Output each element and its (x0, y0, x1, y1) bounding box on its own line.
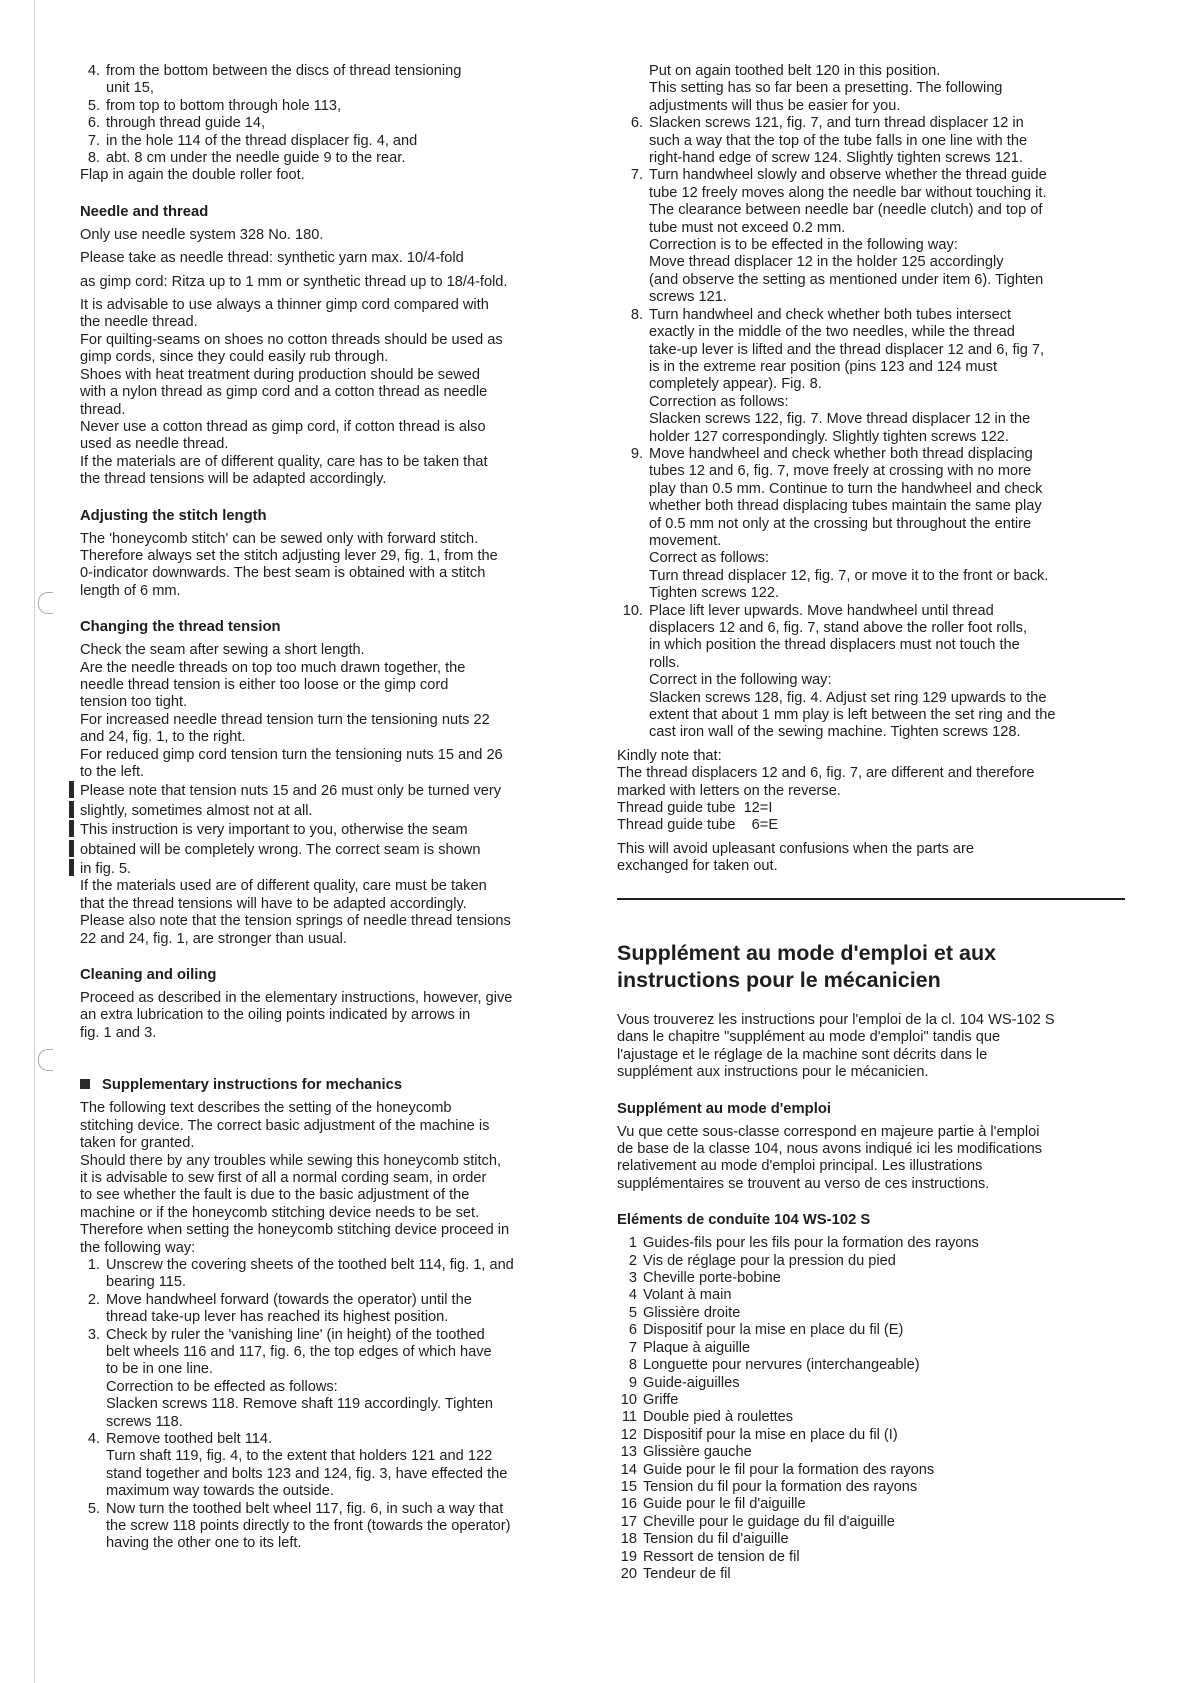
item-number: 8. (87, 150, 100, 167)
list-item: Correction to be effected as follows: (106, 1378, 338, 1395)
list-item: Correct as follows: (649, 550, 770, 567)
list-item: holder 127 correspondingly. Slightly tighten screws 122. (649, 428, 1009, 445)
list-item: 13 Glissière gauche (617, 1444, 1127, 1461)
list-item: The clearance between needle bar (needle clutch) and top of (649, 202, 1043, 219)
list-item: 3 Cheville porte-bobine (617, 1270, 1127, 1287)
text-line-marked: in fig. 5. (80, 859, 600, 878)
item-number: 7 (628, 1339, 637, 1356)
list-item: of 0.5 mm not only at the crossing but throughout the entire (649, 515, 1032, 532)
kindly-note-paragraph (617, 748, 1127, 835)
item-number: 14 (620, 1461, 637, 1478)
list-item: Move thread displacer 12 in the holder 125 accordingly (649, 254, 1004, 271)
list-item: displacers 12 and 6, fig. 7, stand above the roller foot rolls, (649, 620, 1028, 636)
list-item: Correction is to be effected in the following way: (649, 237, 958, 254)
list-item: Slacken screws 118. Remove shaft 119 accordingly. Tighten (106, 1396, 493, 1413)
text-line-marked: This instruction is very important to you, otherwise the seam (80, 820, 600, 839)
list-item: thread take-up lever has reached its highest position. (106, 1309, 449, 1326)
list-item: 3. Check by ruler the 'vanishing line' (in height) of the toothed (80, 1327, 600, 1344)
item-number: 17 (620, 1513, 637, 1530)
list-item: 7. in the hole 114 of the thread displacer fig. 4, and (80, 133, 600, 150)
text-line: Should there by any troubles while sewing this honeycomb stitch, (80, 1152, 502, 1169)
item-number: 2. (87, 1291, 100, 1308)
text-line: machine or if the honeycomb stitching device needs to be set. (80, 1204, 480, 1221)
text-line: Shoes with heat treatment during production should be sewed (80, 366, 480, 383)
list-item: 5. Now turn the toothed belt wheel 117, fig. 6, in such a way that (80, 1501, 600, 1518)
punch-hole-mark (38, 1049, 53, 1071)
text-line: It is advisable to use always a thinner gimp cord compared with (80, 297, 489, 314)
list-item: 14 Guide pour le fil pour la formation des rayons (617, 1462, 1127, 1479)
text-line: l'ajustage et le réglage de la machine sont décrits dans le (617, 1046, 988, 1063)
list-item: extent that about 1 mm play is left between the set ring and the (649, 707, 1056, 724)
item-number: 5 (628, 1304, 637, 1321)
item-number: 1. (87, 1256, 100, 1273)
item-number: 6. (87, 115, 100, 132)
text-line: gimp cords, since they could easily rub through. (80, 349, 389, 366)
item-number: 9 (628, 1374, 637, 1391)
flap-line: Flap in again the double roller foot. (80, 167, 305, 184)
item-number: 6 (628, 1322, 637, 1339)
list-item: 4. Remove toothed belt 114. (80, 1431, 600, 1448)
item-number: 1 (628, 1235, 637, 1252)
french-intro-paragraph (617, 1012, 1127, 1082)
item-number: 5. (87, 97, 100, 114)
item-number: 4. (87, 63, 100, 79)
list-item: Turn shaft 119, fig. 4, to the extent that holders 121 and 122 (106, 1448, 493, 1465)
mechanics-steps-continued (617, 63, 1127, 742)
list-item: rolls. (649, 654, 680, 671)
text-line: Vu que cette sous-classe correspond en majeure partie à l'emploi (617, 1123, 1040, 1140)
text-line: 0-indicator downwards. The best seam is obtained with a stitch (80, 565, 486, 582)
text-line: Thread guide tube 6=E (617, 817, 779, 834)
item-number: 15 (620, 1478, 637, 1495)
list-item: Correction as follows: (649, 393, 789, 410)
item-number: 10 (620, 1391, 637, 1408)
text-line: 22 and 24, fig. 1, are stronger than usual. (80, 930, 347, 947)
text-line: thread. (80, 401, 126, 418)
list-item: Slacken screws 128, fig. 4. Adjust set ring 129 upwards to the (649, 689, 1047, 706)
list-item: (and observe the setting as mentioned under item 6). Tighten (649, 271, 1044, 288)
text-line-marked: Please note that tension nuts 15 and 26 must only be turned very (80, 781, 600, 800)
text-line: Please also note that the tension springs of needle thread tensions (80, 913, 511, 930)
list-item: 9 Guide-aiguilles (617, 1375, 1127, 1392)
item-number: 4 (628, 1287, 637, 1304)
stitch-length-paragraph (80, 531, 600, 601)
text-line: For increased needle thread tension turn the tensioning nuts 22 (80, 711, 490, 728)
text-line: fig. 1 and 3. (80, 1024, 157, 1041)
list-item: bearing 115. (106, 1274, 187, 1291)
mechanics-heading: Supplementary instructions for mechanics (80, 1076, 600, 1094)
text-line: Thread guide tube 12=I (617, 800, 773, 817)
list-item: 10 Griffe (617, 1392, 1127, 1409)
gimp-cord-text: as gimp cord: Ritza up to 1 mm or synthetic thread up to 18/4-fold. (80, 273, 508, 290)
item-number: 4. (87, 1431, 100, 1447)
text-line: to see whether the fault is due to the basic adjustment of the (80, 1187, 470, 1204)
french-elements-list (617, 1235, 1127, 1583)
item-number: 8. (630, 306, 643, 323)
text-line: to the left. (80, 764, 145, 780)
list-item: in which position the thread displacers must not touch the (649, 637, 1020, 654)
item-number: 6. (630, 115, 643, 132)
cleaning-oiling-paragraph (80, 990, 600, 1042)
list-item: unit 15, (106, 80, 154, 97)
list-item: 2. Move handwheel forward (towards the operator) until the (80, 1292, 600, 1309)
list-item: 8. Turn handwheel and check whether both tubes intersect (617, 307, 1127, 324)
list-item: 16 Guide pour le fil d'aiguille (617, 1496, 1127, 1513)
text-line: Proceed as described in the elementary instructions, however, give (80, 990, 513, 1007)
item-number: 18 (620, 1531, 637, 1548)
list-item: play than 0.5 mm. Continue to turn the handwheel and check (649, 480, 1043, 497)
list-item: cast iron wall of the sewing machine. Tighten screws 128. (649, 724, 1021, 741)
item-number: 9. (630, 445, 643, 462)
item-number: 7. (87, 132, 100, 149)
text-line: supplémentaires se trouvent au verso de ces instructions. (617, 1175, 990, 1192)
text-line: the following way: (80, 1239, 196, 1256)
text-line: Never use a cotton thread as gimp cord, if cotton thread is also (80, 418, 486, 435)
text-line: taken for granted. (80, 1135, 195, 1152)
thread-tension-heading: Changing the thread tension (80, 619, 281, 636)
list-item: 10. Place lift lever upwards. Move handwheel until thread (617, 603, 1127, 620)
list-item: completely appear). Fig. 8. (649, 376, 822, 393)
list-item: Tighten screws 122. (649, 585, 780, 602)
list-item: This setting has so far been a presetting. The following (649, 80, 1003, 97)
margin-marker-bar (69, 820, 74, 837)
list-item: 11 Double pied à roulettes (617, 1409, 1127, 1426)
thread-tension-paragraph-2 (80, 878, 600, 948)
text-line: This will avoid upleasant confusions when the parts are (617, 840, 974, 857)
left-column (80, 63, 600, 1553)
item-number: 19 (620, 1548, 637, 1565)
list-item: 4. from the bottom between the discs of thread tensioning (80, 63, 600, 80)
list-item: tube 12 freely moves along the needle bar without touching it. (649, 184, 1047, 201)
list-item: 5. from top to bottom through hole 113, (80, 98, 600, 115)
section-divider (617, 898, 1125, 900)
list-item: 8. abt. 8 cm under the needle guide 9 to the rear. (80, 150, 600, 167)
thread-tension-paragraph (80, 642, 600, 781)
french-sub-paragraph (617, 1124, 1127, 1194)
list-item: 1 Guides-fils pour les fils pour la formation des rayons (617, 1235, 1127, 1252)
margin-marker-bar (69, 801, 74, 818)
text-line: Are the needle threads on top too much drawn together, the (80, 659, 466, 676)
list-item: 6. through thread guide 14, (80, 115, 600, 132)
cleaning-oiling-heading: Cleaning and oiling (80, 967, 217, 984)
needle-thread-text: Please take as needle thread: synthetic yarn max. 10/4-fold (80, 250, 464, 267)
text-line: with a nylon thread as gimp cord and a cotton thread as needle (80, 384, 488, 401)
item-number: 7. (630, 167, 643, 184)
text-line: length of 6 mm. (80, 582, 181, 599)
text-line: Therefore always set the stitch adjusting lever 29, fig. 1, from the (80, 547, 498, 564)
text-line: relativement au mode d'emploi principal. Les illustrations (617, 1158, 983, 1175)
item-number: 2 (628, 1252, 637, 1269)
text-line-marked: slightly, sometimes almost not at all. (80, 801, 600, 820)
list-item: maximum way towards the outside. (106, 1483, 334, 1500)
text-line: stitching device. The correct basic adjustment of the machine is (80, 1117, 490, 1134)
list-item: right-hand edge of screw 124. Slightly tighten screws 121. (649, 150, 1023, 167)
margin-marker-bar (69, 840, 74, 857)
list-item: 12 Dispositif pour la mise en place du fil (I) (617, 1427, 1127, 1444)
list-item: take-up lever is lifted and the thread displacer 12 and 6, fig 7, (649, 341, 1045, 358)
item-number: 13 (620, 1444, 637, 1461)
text-line: For quilting-seams on shoes no cotton threads should be used as (80, 331, 503, 348)
list-item: adjustments will thus be easier for you. (649, 97, 901, 114)
text-line: Check the seam after sewing a short length. (80, 642, 365, 659)
item-number: 8 (628, 1357, 637, 1374)
text-line: needle thread tension is either too loose or the gimp cord (80, 676, 449, 693)
text-line: Vous trouverez les instructions pour l'emploi de la cl. 104 WS-102 S (617, 1012, 1055, 1028)
list-item: 18 Tension du fil d'aiguille (617, 1531, 1127, 1548)
square-bullet-icon (80, 1079, 90, 1089)
item-number: 10. (622, 602, 643, 619)
list-item: 19 Ressort de tension de fil (617, 1549, 1127, 1566)
list-item: 8 Longuette pour nervures (interchangeable) (617, 1357, 1127, 1374)
text-line: de base de la classe 104, nous avons indiqué ici les modifications (617, 1141, 1043, 1158)
text-line: an extra lubrication to the oiling points indicated by arrows in (80, 1007, 471, 1024)
needle-thread-heading: Needle and thread (80, 203, 209, 220)
list-item: Put on again toothed belt 120 in this position. (649, 63, 941, 79)
item-number: 16 (620, 1496, 637, 1513)
list-item: screws 118. (106, 1413, 183, 1430)
item-number: 20 (620, 1565, 637, 1582)
list-item: 4 Volant à main (617, 1287, 1127, 1304)
text-line: supplément aux instructions pour le mécanicien. (617, 1064, 929, 1081)
text-line: and 24, fig. 1, to the right. (80, 729, 246, 746)
list-item: screws 121. (649, 289, 727, 306)
list-item: is in the extreme rear position (pins 123 and 124 must (649, 358, 998, 375)
text-line: marked with letters on the reverse. (617, 782, 841, 799)
important-note-marked (80, 781, 600, 878)
item-number: 3 (628, 1270, 637, 1287)
list-item: 6 Dispositif pour la mise en place du fil (E) (617, 1322, 1127, 1339)
item-number: 11 (621, 1409, 637, 1426)
list-item: Slacken screws 122, fig. 7. Move thread displacer 12 in the (649, 411, 1031, 428)
text-line: For reduced gimp cord tension turn the tensioning nuts 15 and 26 (80, 746, 503, 763)
scan-edge-line (34, 0, 35, 1683)
list-item: stand together and bolts 123 and 124, fig. 3, have effected the (106, 1465, 508, 1482)
list-item: tubes 12 and 6, fig. 7, move freely at crossing with no more (649, 463, 1032, 480)
text-line-marked: obtained will be completely wrong. The correct seam is shown (80, 840, 600, 859)
punch-hole-mark (38, 592, 53, 614)
list-item: to be in one line. (106, 1361, 214, 1378)
french-title: Supplément au mode d'emploi et aux instructions pour le mécanicien (617, 941, 997, 992)
text-line: that the thread tensions will have to be adapted accordingly. (80, 895, 467, 912)
avoid-confusion-paragraph (617, 841, 1127, 876)
french-sub-heading: Supplément au mode d'emploi (617, 1100, 831, 1117)
french-elements-heading: Eléments de conduite 104 WS-102 S (617, 1212, 871, 1229)
stitch-length-heading: Adjusting the stitch length (80, 507, 267, 524)
item-number: 5. (87, 1500, 100, 1517)
list-item: 2 Vis de réglage pour la pression du pied (617, 1253, 1127, 1270)
text-line: the needle thread. (80, 314, 198, 331)
text-line: The 'honeycomb stitch' can be sewed only with forward stitch. (80, 530, 479, 547)
text-line: dans le chapitre "supplément au mode d'emploi" tandis que (617, 1029, 1001, 1046)
list-item: 6. Slacken screws 121, fig. 7, and turn thread displacer 12 in (617, 115, 1127, 132)
list-item: 9. Move handwheel and check whether both thread displacing (617, 446, 1127, 463)
needle-thread-paragraph (80, 297, 600, 488)
text-line: The thread displacers 12 and 6, fig. 7, are different and therefore (617, 765, 1035, 782)
item-number: 12 (620, 1426, 637, 1443)
intro-thread-steps (80, 63, 600, 167)
right-column (617, 63, 1127, 876)
mechanics-intro-paragraph (80, 1100, 600, 1257)
list-item: 15 Tension du fil pour la formation des rayons (617, 1479, 1127, 1496)
text-line: If the materials are of different quality, care has to be taken that (80, 453, 488, 470)
list-item: 5 Glissière droite (617, 1305, 1127, 1322)
needle-system-text: Only use needle system 328 No. 180. (80, 226, 324, 243)
margin-marker-bar (69, 781, 74, 798)
list-item: Correct in the following way: (649, 672, 832, 689)
text-line: Kindly note that: (617, 747, 722, 764)
mechanics-steps-list (80, 1257, 600, 1553)
text-line: tension too tight. (80, 694, 188, 711)
text-line: The following text describes the setting of the honeycomb (80, 1100, 452, 1117)
list-item: 7. Turn handwheel slowly and observe whether the thread guide (617, 167, 1127, 184)
list-item: Turn thread displacer 12, fig. 7, or move it to the front or back. (649, 567, 1049, 584)
text-line: used as needle thread. (80, 436, 229, 453)
item-number: 3. (87, 1326, 100, 1343)
list-item: the screw 118 points directly to the front (towards the operator) (106, 1518, 511, 1535)
list-item: tube must not exceed 0.2 mm. (649, 219, 846, 236)
text-line: it is advisable to sew first of all a normal cording seam, in order (80, 1169, 487, 1186)
list-item: belt wheels 116 and 117, fig. 6, the top edges of which have (106, 1343, 492, 1360)
list-item: exactly in the middle of the two needles, while the thread (649, 324, 1015, 341)
text-line: If the materials used are of different quality, care must be taken (80, 878, 487, 895)
list-item: 1. Unscrew the covering sheets of the toothed belt 114, fig. 1, and (80, 1257, 600, 1274)
list-item: 17 Cheville pour le guidage du fil d'aiguille (617, 1514, 1127, 1531)
text-line: the thread tensions will be adapted accordingly. (80, 471, 387, 488)
list-item: movement. (649, 532, 722, 549)
text-line: Therefore when setting the honeycomb stitching device proceed in (80, 1222, 510, 1239)
list-item: having the other one to its left. (106, 1535, 302, 1552)
list-item: such a way that the top of the tube falls in one line with the (649, 132, 1028, 149)
french-section (617, 940, 1127, 1583)
list-item: whether both thread displacing tubes maintain the same play (649, 498, 1042, 515)
text-line: exchanged for taken out. (617, 858, 778, 875)
margin-marker-bar (69, 859, 74, 876)
list-item: 20 Tendeur de fil (617, 1566, 1127, 1583)
list-item: 7 Plaque à aiguille (617, 1340, 1127, 1357)
